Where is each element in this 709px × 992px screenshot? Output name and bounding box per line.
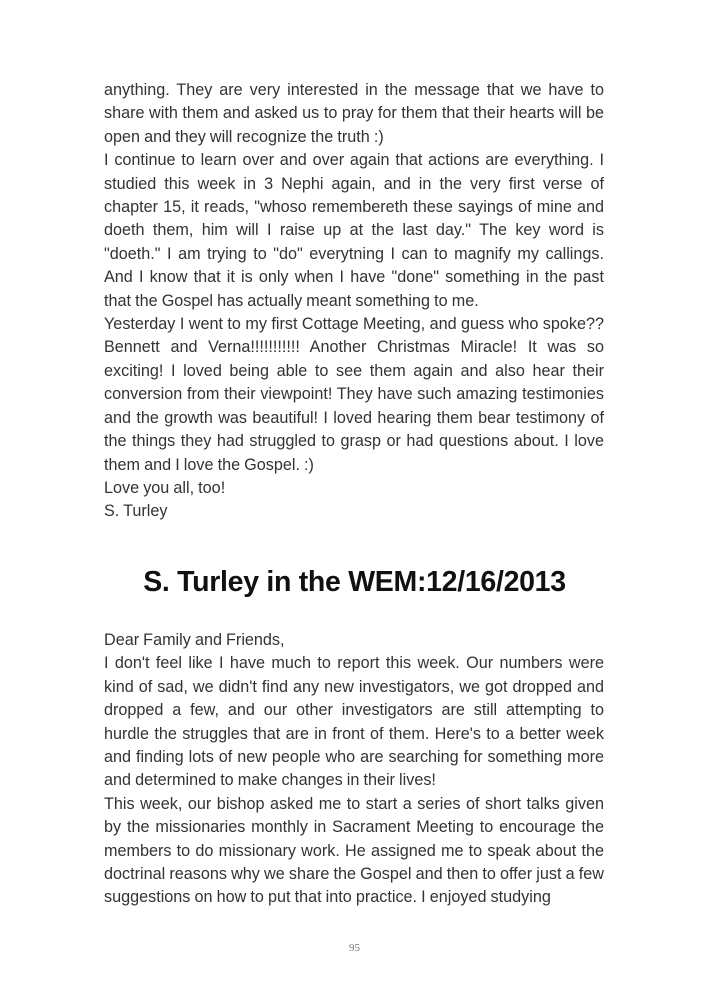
letter-continuation — [104, 79, 604, 524]
greeting: Dear Family and Friends, — [104, 631, 285, 649]
signature: S. Turley — [104, 502, 168, 521]
paragraph-bishop-talks: This week, our bishop asked me to start a series of short talks given by the missionaries monthly in Sacrament Meeting to encourage the members to do missionary work. He assigned me to speak about the doctrinal reasons why we share the Gospel and then to offer just a few suggestions on how to put that into practice. I enjoyed studying — [104, 794, 604, 907]
paragraph-cottage-meeting: Yesterday I went to my first Cottage Meeting, and guess who spoke?? Bennett and Verna!!!!!!!!!!! Another Christmas Miracle! It was so exciting! I loved being able to see them again and also hear their conversion from their viewpoint! They have such amazing testimonies and the growth was beautiful! I loved hearing them bear testimony of the things they had struggled to grasp or had questions about. I love them and I love the Gospel. :) — [104, 315, 604, 474]
paragraph-actions-everything: I continue to learn over and over again that actions are everything. I studied this week in 3 Nephi again, and in the very first verse of chapter 15, it reads, "whoso remembereth these sayings of mine and doeth them, him will I raise up at the last day." The key word is "doeth." I am trying to "do" everytning I can to magnify my callings. And I know that it is only when I have "done" something in the past that the Gospel has actually meant something to me. — [104, 151, 604, 310]
paragraph-investigators-message: anything. They are very interested in the message that we have to share with them and asked us to pray for them that their hearts will be open and they will recognize the truth :) — [104, 81, 604, 146]
section-heading: S. Turley in the WEM:12/16/2013 — [143, 566, 566, 598]
page-number: 95 — [349, 942, 360, 954]
paragraph-weekly-report: I don't feel like I have much to report this week. Our numbers were kind of sad, we didn't find any new investigators, we got dropped and dropped a few, and our other investigators are still attempting to hurdle the struggles that are in front of them. Here's to a better week and finding lots of new people who are searching for something more and determined to make changes in their lives! — [104, 654, 604, 790]
closing-line: Love you all, too! — [104, 478, 226, 497]
letter-body — [104, 629, 604, 910]
